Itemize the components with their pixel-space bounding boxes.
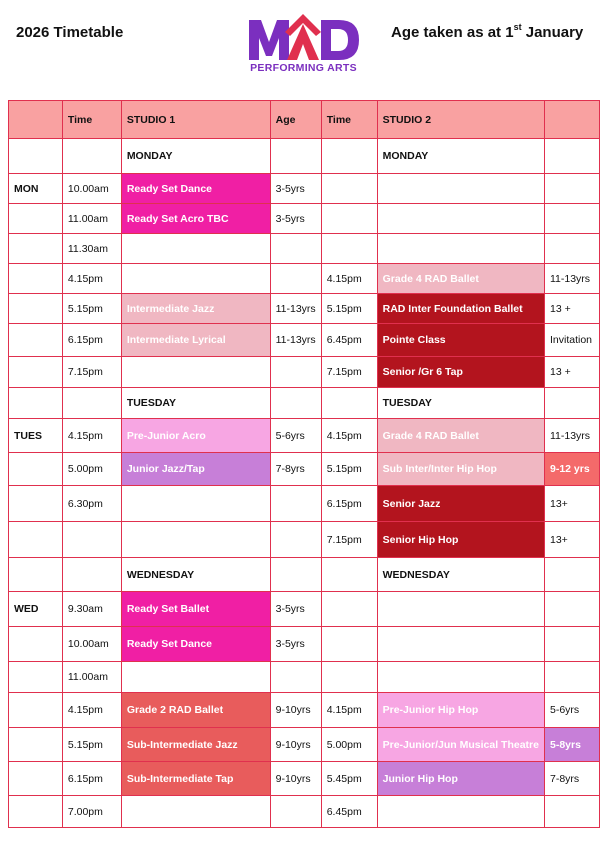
age-cell-studio-1: 3-5yrs: [270, 627, 321, 662]
day-cell: [9, 357, 63, 388]
day-cell: [9, 558, 63, 592]
class-cell-studio-1: Intermediate Lyrical: [121, 324, 270, 357]
day-cell: [9, 264, 63, 294]
age-cell-studio-2: [544, 204, 599, 234]
age-cell-studio-2: 5-6yrs: [544, 693, 599, 728]
table-row: [9, 204, 600, 234]
table-row: [9, 453, 600, 486]
class-cell-studio-2: TUESDAY: [377, 388, 544, 419]
class-cell-studio-1: Sub-Intermediate Tap: [121, 762, 270, 796]
age-cell-studio-2: [544, 592, 599, 627]
time-cell-studio-2: [321, 234, 377, 264]
time-cell-studio-2: 7.15pm: [321, 522, 377, 558]
age-cell-studio-2: Invitation: [544, 324, 599, 357]
class-cell-studio-1: [121, 357, 270, 388]
time-cell-studio-1: 10.00am: [62, 174, 121, 204]
class-cell-studio-1: Ready Set Dance: [121, 627, 270, 662]
day-cell: [9, 453, 63, 486]
time-cell-studio-2: 4.15pm: [321, 264, 377, 294]
day-cell: [9, 204, 63, 234]
age-cell-studio-1: 3-5yrs: [270, 592, 321, 627]
class-cell-studio-1: [121, 662, 270, 693]
class-cell-studio-2: [377, 204, 544, 234]
day-cell: [9, 693, 63, 728]
age-cell-studio-2: [544, 388, 599, 419]
age-cell-studio-2: [544, 627, 599, 662]
table-row: [9, 174, 600, 204]
table-row: [9, 294, 600, 324]
time-cell-studio-1: [62, 558, 121, 592]
time-cell-studio-2: 5.00pm: [321, 728, 377, 762]
age-cell-studio-1: 9-10yrs: [270, 728, 321, 762]
class-cell-studio-2: RAD Inter Foundation Ballet: [377, 294, 544, 324]
table-row: [9, 264, 600, 294]
age-cell-studio-2: [544, 558, 599, 592]
time-cell-studio-2: [321, 592, 377, 627]
class-cell-studio-2: [377, 592, 544, 627]
timetable: [8, 100, 600, 828]
class-cell-studio-1: [121, 264, 270, 294]
table-row: [9, 234, 600, 264]
class-cell-studio-1: [121, 486, 270, 522]
day-header-row: [9, 388, 600, 419]
time-cell-studio-1: 7.15pm: [62, 357, 121, 388]
table-row: [9, 486, 600, 522]
header-day: [9, 101, 63, 139]
header-time-1: Time: [62, 101, 121, 139]
age-cell-studio-1: 9-10yrs: [270, 693, 321, 728]
age-cell-studio-2: [544, 174, 599, 204]
class-cell-studio-2: Pre-Junior/Jun Musical Theatre: [377, 728, 544, 762]
age-note: [391, 24, 583, 41]
age-cell-studio-1: 3-5yrs: [270, 174, 321, 204]
class-cell-studio-2: Senior Hip Hop: [377, 522, 544, 558]
age-cell-studio-1: 11-13yrs: [270, 294, 321, 324]
class-cell-studio-2: [377, 662, 544, 693]
day-cell: TUES: [9, 419, 63, 453]
header-age-2: [544, 101, 599, 139]
time-cell-studio-1: 5.15pm: [62, 294, 121, 324]
class-cell-studio-1: [121, 234, 270, 264]
age-cell-studio-1: 5-6yrs: [270, 419, 321, 453]
age-cell-studio-1: [270, 357, 321, 388]
class-cell-studio-2: [377, 796, 544, 828]
day-cell: [9, 662, 63, 693]
class-cell-studio-1: Ready Set Acro TBC: [121, 204, 270, 234]
time-cell-studio-2: [321, 662, 377, 693]
header-row: [9, 101, 600, 139]
class-cell-studio-2: Senior Jazz: [377, 486, 544, 522]
age-cell-studio-2: 9-12 yrs: [544, 453, 599, 486]
time-cell-studio-2: [321, 204, 377, 234]
class-cell-studio-1: [121, 796, 270, 828]
time-cell-studio-1: 7.00pm: [62, 796, 121, 828]
day-header-row: [9, 558, 600, 592]
age-note-suffix: January: [521, 24, 584, 41]
class-cell-studio-1: [121, 522, 270, 558]
age-cell-studio-1: [270, 522, 321, 558]
time-cell-studio-2: 6.45pm: [321, 324, 377, 357]
class-cell-studio-2: [377, 174, 544, 204]
age-cell-studio-2: [544, 662, 599, 693]
class-cell-studio-1: Sub-Intermediate Jazz: [121, 728, 270, 762]
class-cell-studio-2: MONDAY: [377, 139, 544, 174]
time-cell-studio-1: [62, 522, 121, 558]
time-cell-studio-2: 4.15pm: [321, 693, 377, 728]
table-row: [9, 693, 600, 728]
table-row: [9, 522, 600, 558]
header-age-1: Age: [270, 101, 321, 139]
time-cell-studio-2: [321, 174, 377, 204]
age-cell-studio-1: [270, 558, 321, 592]
age-cell-studio-1: 3-5yrs: [270, 204, 321, 234]
time-cell-studio-1: 10.00am: [62, 627, 121, 662]
time-cell-studio-1: 9.30am: [62, 592, 121, 627]
age-cell-studio-2: 13+: [544, 486, 599, 522]
day-cell: [9, 294, 63, 324]
class-cell-studio-2: [377, 627, 544, 662]
time-cell-studio-2: 5.15pm: [321, 453, 377, 486]
time-cell-studio-1: 6.30pm: [62, 486, 121, 522]
header-time-2: Time: [321, 101, 377, 139]
time-cell-studio-2: [321, 388, 377, 419]
table-row: [9, 324, 600, 357]
day-cell: [9, 522, 63, 558]
age-cell-studio-2: 11-13yrs: [544, 419, 599, 453]
logo-subtitle: PERFORMING ARTS: [250, 62, 357, 74]
age-cell-studio-2: [544, 234, 599, 264]
class-cell-studio-1: WEDNESDAY: [121, 558, 270, 592]
time-cell-studio-1: 4.15pm: [62, 419, 121, 453]
class-cell-studio-2: Sub Inter/Inter Hip Hop: [377, 453, 544, 486]
day-cell: [9, 627, 63, 662]
time-cell-studio-1: 4.15pm: [62, 264, 121, 294]
age-note-sup: st: [513, 22, 522, 32]
age-cell-studio-2: 13+: [544, 522, 599, 558]
day-cell: MON: [9, 174, 63, 204]
class-cell-studio-1: MONDAY: [121, 139, 270, 174]
class-cell-studio-1: Ready Set Dance: [121, 174, 270, 204]
class-cell-studio-1: Junior Jazz/Tap: [121, 453, 270, 486]
time-cell-studio-2: 5.15pm: [321, 294, 377, 324]
age-cell-studio-1: [270, 796, 321, 828]
time-cell-studio-1: 5.15pm: [62, 728, 121, 762]
table-row: [9, 592, 600, 627]
time-cell-studio-2: 6.45pm: [321, 796, 377, 828]
class-cell-studio-1: Intermediate Jazz: [121, 294, 270, 324]
day-cell: [9, 388, 63, 419]
class-cell-studio-1: Pre-Junior Acro: [121, 419, 270, 453]
day-cell: [9, 796, 63, 828]
time-cell-studio-1: [62, 388, 121, 419]
time-cell-studio-2: 5.45pm: [321, 762, 377, 796]
age-cell-studio-2: [544, 796, 599, 828]
time-cell-studio-2: [321, 139, 377, 174]
age-cell-studio-1: [270, 234, 321, 264]
page-title: 2026 Timetable: [16, 24, 124, 41]
age-cell-studio-1: [270, 139, 321, 174]
table-row: [9, 728, 600, 762]
table-row: [9, 662, 600, 693]
table-row: [9, 419, 600, 453]
table-row: [9, 357, 600, 388]
time-cell-studio-1: 11.00am: [62, 204, 121, 234]
day-cell: WED: [9, 592, 63, 627]
class-cell-studio-2: Senior /Gr 6 Tap: [377, 357, 544, 388]
time-cell-studio-2: [321, 558, 377, 592]
age-cell-studio-2: 13 +: [544, 357, 599, 388]
time-cell-studio-1: 5.00pm: [62, 453, 121, 486]
header-studio-2: STUDIO 2: [377, 101, 544, 139]
age-cell-studio-2: 7-8yrs: [544, 762, 599, 796]
header-studio-1: STUDIO 1: [121, 101, 270, 139]
class-cell-studio-1: TUESDAY: [121, 388, 270, 419]
day-cell: [9, 234, 63, 264]
class-cell-studio-2: Junior Hip Hop: [377, 762, 544, 796]
age-cell-studio-2: [544, 139, 599, 174]
time-cell-studio-2: 6.15pm: [321, 486, 377, 522]
age-cell-studio-2: 13 +: [544, 294, 599, 324]
class-cell-studio-2: Pointe Class: [377, 324, 544, 357]
age-cell-studio-1: [270, 388, 321, 419]
age-cell-studio-1: 7-8yrs: [270, 453, 321, 486]
age-cell-studio-1: [270, 662, 321, 693]
class-cell-studio-1: Grade 2 RAD Ballet: [121, 693, 270, 728]
day-cell: [9, 324, 63, 357]
age-cell-studio-1: 11-13yrs: [270, 324, 321, 357]
time-cell-studio-1: 11.00am: [62, 662, 121, 693]
class-cell-studio-2: Grade 4 RAD Ballet: [377, 419, 544, 453]
table-row: [9, 762, 600, 796]
time-cell-studio-1: 6.15pm: [62, 762, 121, 796]
table-row: [9, 796, 600, 828]
class-cell-studio-2: Pre-Junior Hip Hop: [377, 693, 544, 728]
time-cell-studio-2: 7.15pm: [321, 357, 377, 388]
class-cell-studio-2: Grade 4 RAD Ballet: [377, 264, 544, 294]
time-cell-studio-1: 4.15pm: [62, 693, 121, 728]
time-cell-studio-2: 4.15pm: [321, 419, 377, 453]
age-cell-studio-1: 9-10yrs: [270, 762, 321, 796]
age-cell-studio-1: [270, 486, 321, 522]
time-cell-studio-1: 11.30am: [62, 234, 121, 264]
day-cell: [9, 728, 63, 762]
day-cell: [9, 762, 63, 796]
time-cell-studio-2: [321, 627, 377, 662]
age-cell-studio-2: 11-13yrs: [544, 264, 599, 294]
age-cell-studio-1: [270, 264, 321, 294]
time-cell-studio-1: [62, 139, 121, 174]
day-cell: [9, 139, 63, 174]
logo-letters: [249, 14, 359, 60]
day-header-row: [9, 139, 600, 174]
age-note-prefix: Age taken as at 1: [391, 24, 514, 41]
class-cell-studio-1: Ready Set Ballet: [121, 592, 270, 627]
class-cell-studio-2: WEDNESDAY: [377, 558, 544, 592]
time-cell-studio-1: 6.15pm: [62, 324, 121, 357]
table-row: [9, 627, 600, 662]
class-cell-studio-2: [377, 234, 544, 264]
day-cell: [9, 486, 63, 522]
age-cell-studio-2: 5-8yrs: [544, 728, 599, 762]
